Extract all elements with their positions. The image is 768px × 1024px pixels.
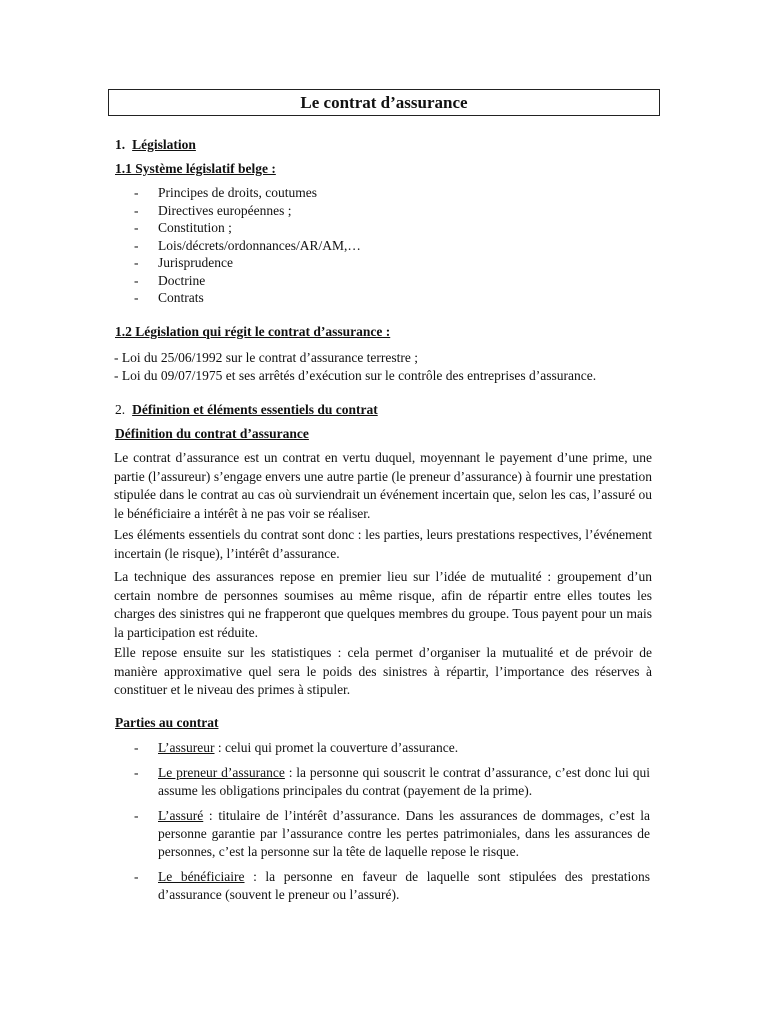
- dash-marker: -: [134, 740, 139, 755]
- list-item: [130, 184, 361, 202]
- dash-marker: -: [134, 272, 139, 288]
- list-item: [130, 254, 361, 272]
- paragraph-definition: Le contrat d’assurance est un contrat en vertu duquel, moyennant le payement d’une prime, une partie (l’assureur) s’engage envers une autre partie (le preneur d’assurance) à fournir une prestation stipulée dans le contrat au cas où surviendrait un événement incertain que, selon les cas, l’assuré ou le bénéficiaire a intérêt à ne pas voir se réaliser.: [114, 450, 652, 521]
- party-term: Le bénéficiaire: [158, 869, 245, 884]
- list-item: [130, 219, 361, 237]
- list-item-text: Jurisprudence: [158, 255, 233, 270]
- dash-marker: -: [134, 869, 139, 884]
- party-description: : la personne en faveur de laquelle sont stipulées des prestations d’assurance (souvent le preneur ou l’assuré).: [158, 869, 650, 902]
- dash-marker: -: [134, 290, 139, 305]
- party-term: Le preneur d’assurance: [158, 765, 285, 780]
- definition-heading: Définition du contrat d’assurance: [115, 426, 309, 441]
- party-item: [130, 764, 650, 800]
- section-1-heading: [115, 136, 196, 154]
- dash-marker: -: [134, 237, 139, 253]
- list-item-text: Principes de droits, coutumes: [158, 185, 317, 200]
- party-description: : celui qui promet la couverture d’assurance.: [214, 740, 459, 755]
- legislation-laws: [114, 349, 654, 385]
- section-2-heading: [115, 401, 378, 419]
- paragraph-essentials: Les éléments essentiels du contrat sont donc : les parties, leurs prestations respectives, l’événement incertain (le risque), l’intérêt d’assurance.: [114, 527, 652, 561]
- document-title: Le contrat d’assurance: [108, 89, 660, 116]
- party-item: [130, 807, 650, 861]
- dash-marker: -: [134, 220, 139, 235]
- list-item: [130, 289, 361, 307]
- section-2-number: 2.: [115, 402, 126, 417]
- paragraph-statistics: Elle repose ensuite sur les statistiques : cela permet d’organiser la mutualité et de prévoir de manière approximative quel sera le poids des sinistres à répartir, l’importance des réserves à constituer et le niveau des primes à stipuler.: [114, 645, 652, 698]
- section-1-number: 1.: [115, 137, 126, 152]
- party-item: [130, 868, 650, 904]
- dash-marker: -: [134, 255, 139, 270]
- party-term: L’assuré: [158, 808, 204, 823]
- party-description: : la personne qui souscrit le contrat d’assurance, c’est donc lui qui assume les obligations principales du contrat (payement de la prime).: [158, 765, 650, 798]
- party-term: L’assureur: [158, 740, 215, 755]
- subsection-1-1-heading: 1.1 Système législatif belge :: [115, 161, 276, 176]
- section-2-title: Définition et éléments essentiels du contrat: [132, 402, 378, 417]
- list-item: [130, 202, 361, 220]
- list-item-text: Lois/décrets/ordonnances/AR/AM,…: [158, 237, 361, 253]
- parties-list: [130, 739, 650, 904]
- list-item-text: Contrats: [158, 290, 204, 305]
- law-line: - Loi du 09/07/1975 et ses arrêtés d’exécution sur le contrôle des entreprises d’assurance.: [114, 368, 597, 383]
- party-description: : titulaire de l’intérêt d’assurance. Dans les assurances de dommages, c’est la personne garantie par l’assurance contre les pertes patrimoniales, dans les assurances de personnes, c’est la personne sur la tête de laquelle repose le risque.: [158, 808, 650, 859]
- list-item: [130, 237, 361, 255]
- dash-marker: -: [134, 185, 139, 200]
- paragraph-mutuality: La technique des assurances repose en premier lieu sur l’idée de mutualité : groupement d’un certain nombre de personnes soumises au même risque, afin de répartir entre elles toutes les charges des sinistres qui ne frapperont que quelques membres du groupe. Tous payent pour un mais la participation est réduite.: [114, 569, 652, 640]
- party-item: [130, 739, 650, 757]
- section-1-title: Législation: [132, 137, 196, 152]
- dash-marker: -: [134, 202, 139, 218]
- dash-marker: -: [134, 765, 139, 780]
- law-line: - Loi du 25/06/1992 sur le contrat d’assurance terrestre ;: [114, 350, 419, 365]
- parties-heading: Parties au contrat: [115, 715, 219, 730]
- list-item-text: Constitution ;: [158, 220, 232, 235]
- legislative-system-list: [130, 184, 361, 307]
- list-item-text: Doctrine: [158, 272, 206, 288]
- dash-marker: -: [134, 808, 139, 823]
- list-item-text: Directives européennes ;: [158, 202, 292, 218]
- subsection-1-2-heading: 1.2 Législation qui régit le contrat d’assurance :: [115, 324, 391, 339]
- list-item: [130, 272, 361, 290]
